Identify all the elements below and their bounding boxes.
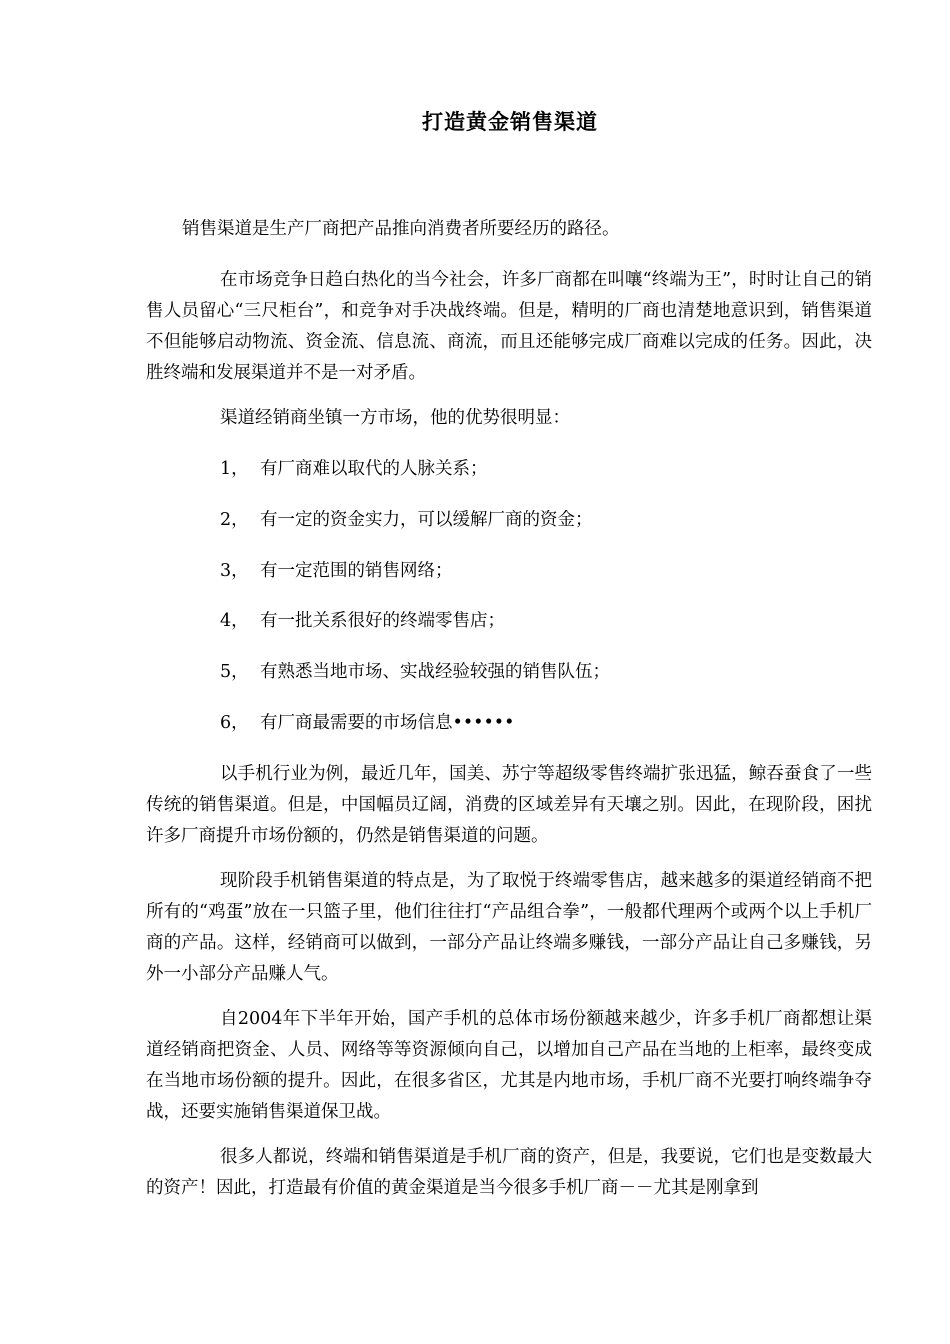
list-number: 5， (220, 662, 249, 682)
list-number: 4， (220, 611, 249, 631)
list-item-1 (146, 454, 872, 485)
paragraph-3: 以手机行业为例，最近几年，国美、苏宁等超级零售终端扩张迅猛，鲸吞蚕食了一些传统的销售渠道。但是，中国幅员辽阔，消费的区域差异有天壤之别。因此，在现阶段，困扰许多厂商提升市场份额的，仍然是销售渠道的问题。 (146, 764, 872, 846)
paragraph-4: 现阶段手机销售渠道的特点是，为了取悦于终端零售店，越来越多的渠道经销商不把所有的“鸡蛋”放在一只篮子里，他们往往打“产品组合拳”，一般都代理两个或两个以上手机厂商的产品。这样，经销商可以做到，一部分产品让终端多赚钱，一部分产品让自己多赚钱，另外一小部分产品赚人气。 (146, 871, 872, 984)
list-text: 有一定范围的销售网络； (260, 561, 453, 581)
list-item-4 (146, 606, 872, 637)
list-number: 1， (220, 459, 249, 479)
paragraph-1-block (146, 265, 872, 389)
list-item-5 (146, 657, 872, 688)
paragraph-5: 自2004年下半年开始，国产手机的总体市场份额越来越少，许多手机厂商都想让渠道经销商把资金、人员、网络等等资源倾向自己，以增加自己产品在当地的上柜率，最终变成在当地市场份额的提升。因此，在很多省区，尤其是内地市场，手机厂商不光要打响终端争夺战，还要实施销售渠道保卫战。 (146, 1009, 872, 1122)
paragraph-6-block (146, 1142, 872, 1204)
paragraph-5-block (146, 1004, 872, 1128)
list-text: 有厂商最需要的市场信息•••••• (260, 713, 515, 733)
list-item-6 (146, 708, 872, 739)
list-number: 3， (220, 561, 249, 581)
document-title: 打造黄金销售渠道 (422, 109, 598, 134)
paragraph-3-block (146, 759, 872, 852)
list-item-2 (146, 505, 872, 536)
list-number: 2， (220, 510, 249, 530)
intro-paragraph: 销售渠道是生产厂商把产品推向消费者所要经历的路径。 (182, 219, 620, 239)
list-number: 6， (220, 713, 249, 733)
list-item-3 (146, 556, 872, 587)
paragraph-2: 渠道经销商坐镇一方市场，他的优势很明显： (220, 408, 570, 428)
list-text: 有熟悉当地市场、实战经验较强的销售队伍； (260, 662, 610, 682)
paragraph-6: 很多人都说，终端和销售渠道是手机厂商的资产，但是，我要说，它们也是变数最大的资产！因此，打造最有价值的黄金渠道是当今很多手机厂商－－尤其是刚拿到 (146, 1147, 872, 1198)
list-text: 有一定的资金实力，可以缓解厂商的资金； (260, 510, 593, 530)
list-text: 有厂商难以取代的人脉关系； (260, 459, 488, 479)
paragraph-2-block (146, 403, 872, 434)
paragraph-1: 在市场竞争日趋白热化的当今社会，许多厂商都在叫嚷“终端为王”，时时让自己的销售人员留心“三尺柜台”，和竞争对手决战终端。但是，精明的厂商也清楚地意识到，销售渠道不但能够启动物流、资金流、信息流、商流，而且还能够完成厂商难以完成的任务。因此，决胜终端和发展渠道并不是一对矛盾。 (146, 270, 872, 383)
paragraph-4-block (146, 866, 872, 990)
list-text: 有一批关系很好的终端零售店； (260, 611, 505, 631)
